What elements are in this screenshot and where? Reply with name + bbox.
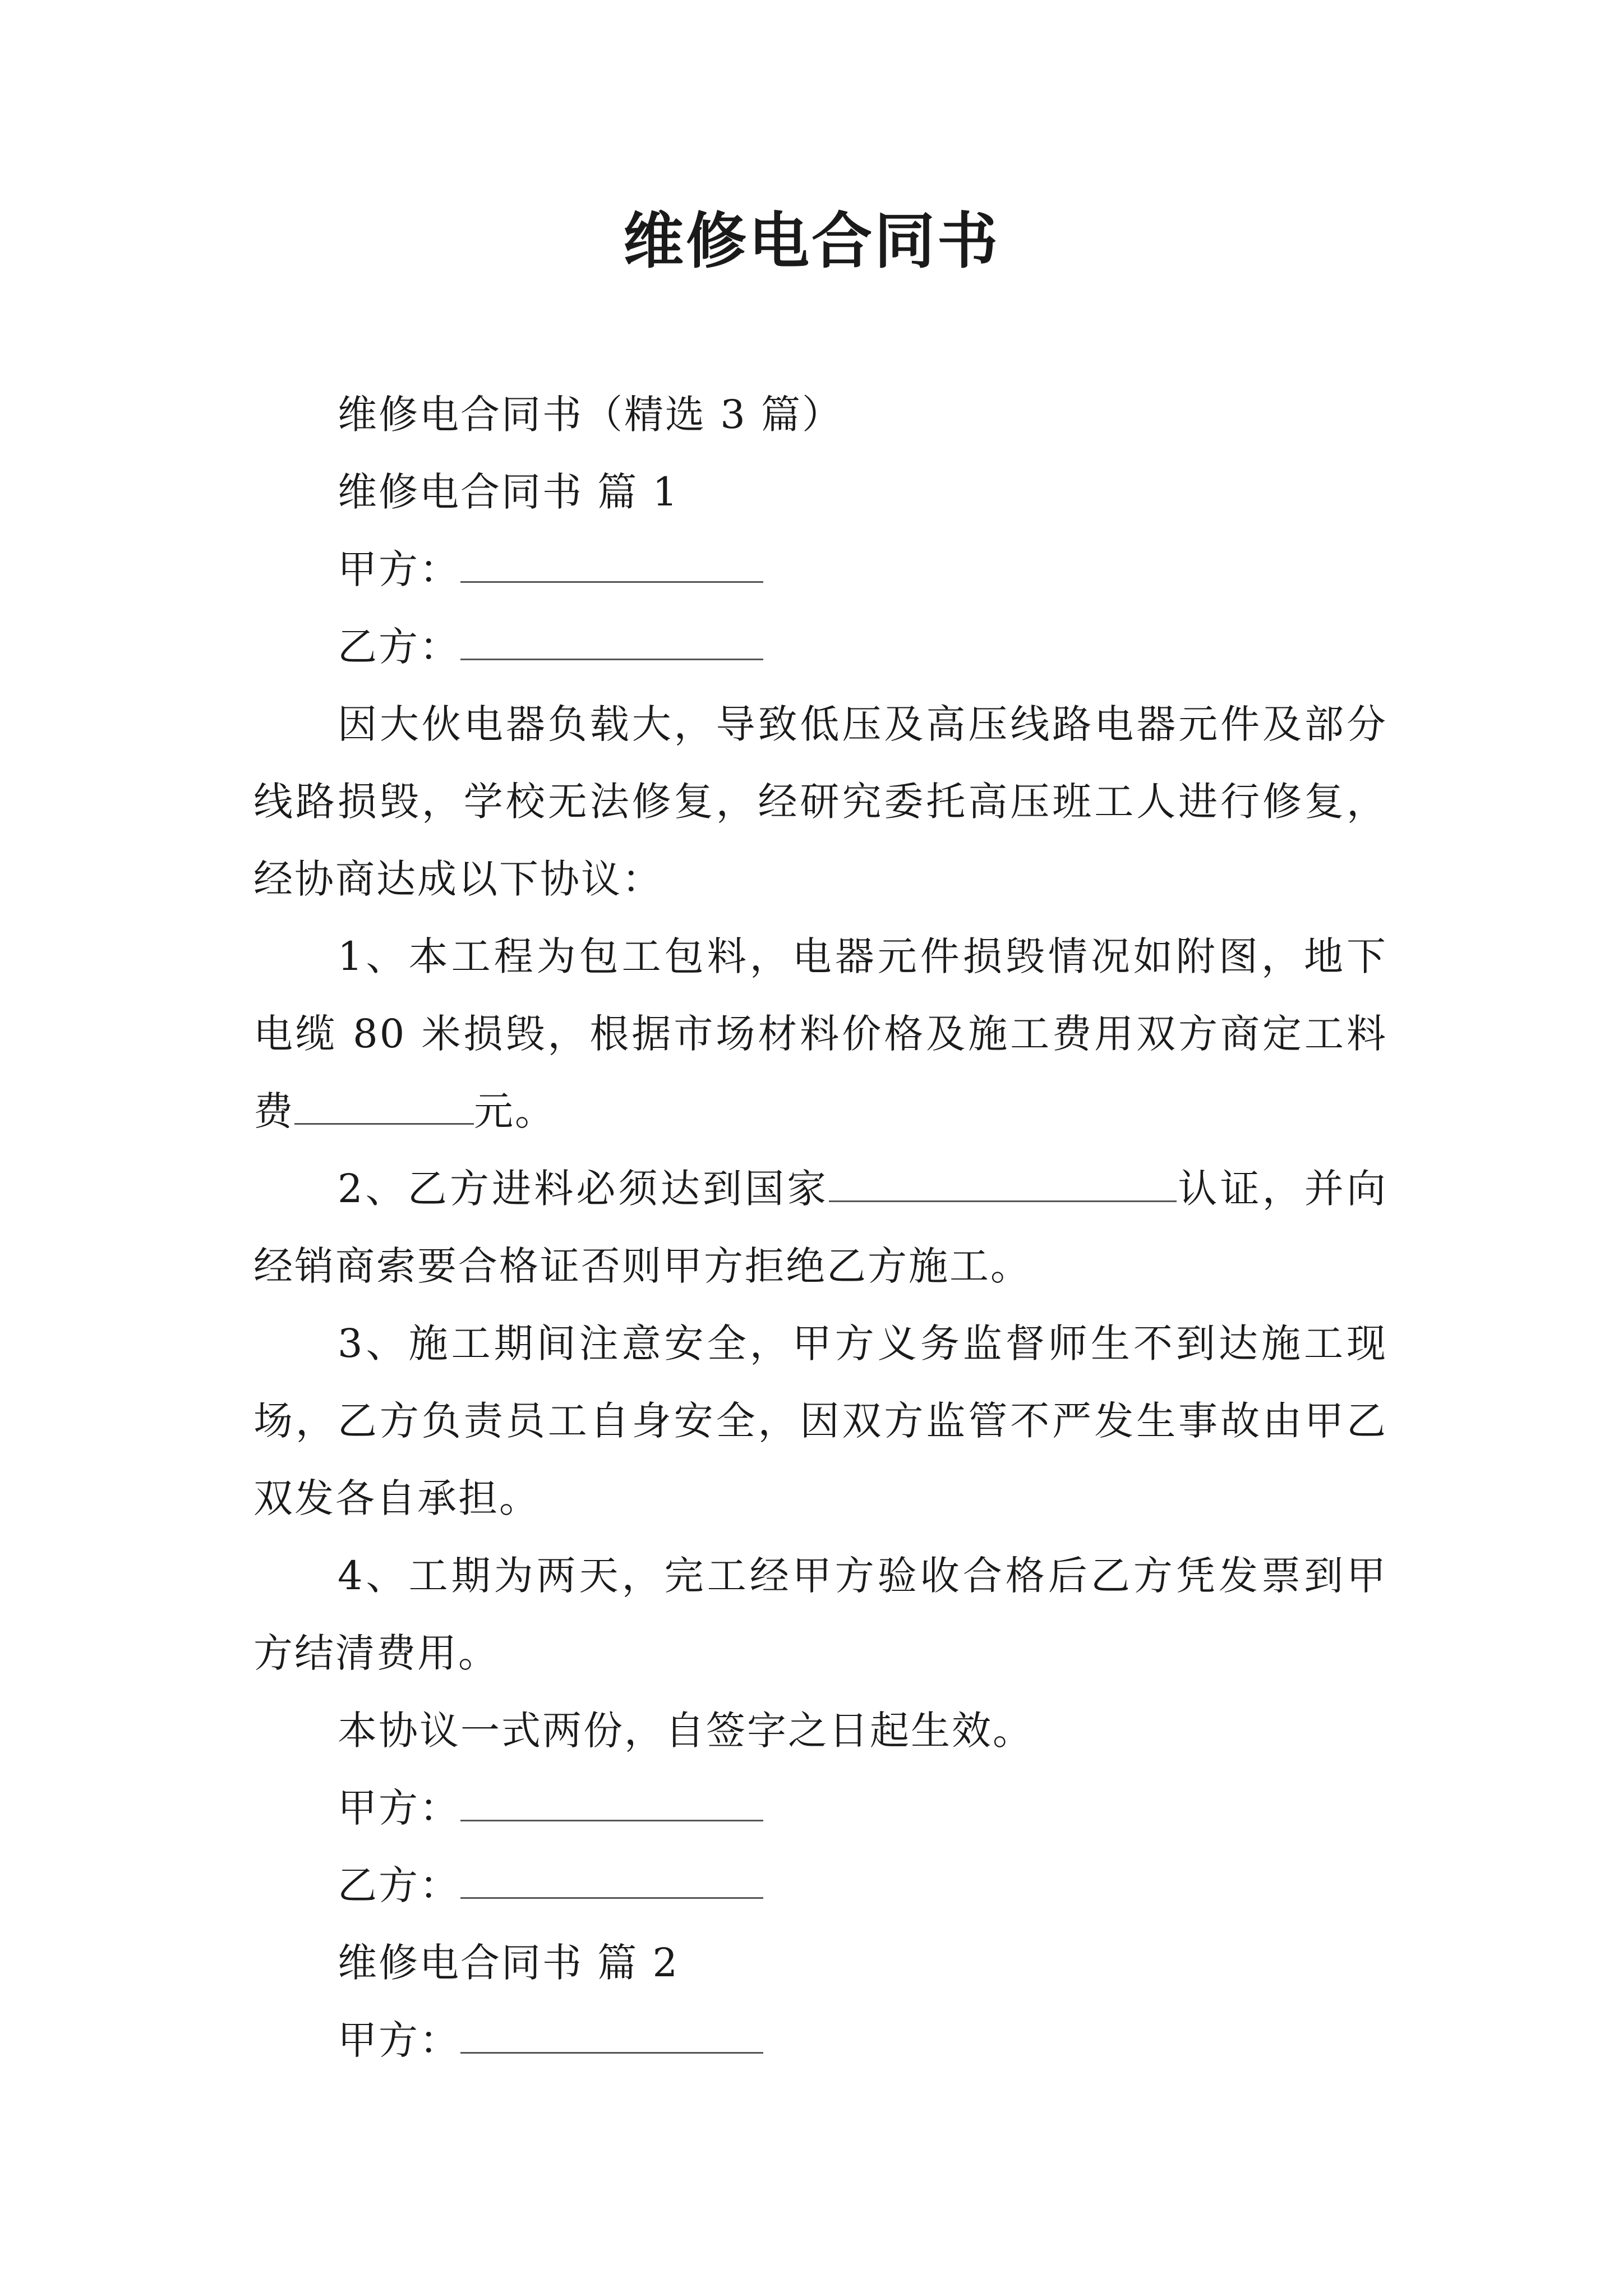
party-a-blank — [460, 1786, 763, 1821]
fee-blank — [294, 1089, 474, 1125]
party-a-label: 甲方： — [338, 546, 460, 592]
document-title: 维修电合同书 — [623, 206, 1000, 277]
section-1-heading: 维修电合同书 篇 1 — [338, 469, 680, 515]
party-a-line-1 — [253, 531, 1387, 608]
party-a-label: 甲方： — [338, 1785, 460, 1831]
party-a-blank — [460, 547, 763, 583]
party-a-line-3 — [253, 2001, 1387, 2079]
clause-2-suffix: 认证，并向经销商索要合格证否则甲方拒绝乙方施工。 — [253, 1166, 1388, 1289]
party-b-blank — [460, 1864, 763, 1899]
party-b-blank — [460, 625, 763, 660]
party-a-label: 甲方： — [338, 2017, 460, 2063]
party-b-label: 乙方： — [338, 1862, 460, 1908]
party-b-line-2 — [253, 1847, 1387, 1924]
clause-1-text: 1、本工程为包工包料，电器元件损毁情况如附图，地下电缆 80 米损毁，根据市场材料价格及施工费用双方商定工料费 — [253, 933, 1387, 1134]
clause-3: 3、施工期间注意安全，甲方义务监督师生不到达施工现场，乙方负责员工自身安全，因双方监管不严发生事故由甲乙双发各自承担。 — [253, 1320, 1387, 1521]
party-b-label: 乙方： — [338, 624, 460, 670]
clause-4: 4、工期为两天，完工经甲方验收合格后乙方凭发票到甲方结清费用。 — [253, 1553, 1387, 1676]
clause-2 — [253, 1150, 1387, 1305]
clause-1-suffix: 元。 — [474, 1088, 556, 1134]
clause-1 — [253, 918, 1387, 1150]
effective-statement: 本协议一式两份，自签字之日起生效。 — [338, 1708, 1034, 1754]
certification-blank — [829, 1167, 1177, 1202]
document-body — [253, 376, 1387, 2079]
party-a-line-2 — [253, 1769, 1387, 1847]
section-2-heading: 维修电合同书 篇 2 — [338, 1940, 680, 1986]
party-b-line-1 — [253, 608, 1387, 685]
intro-paragraph: 因大伙电器负载大，导致低压及高压线路电器元件及部分线路损毁，学校无法修复，经研究委托高压班工人进行修复，经协商达成以下协议： — [253, 701, 1387, 902]
document-subtitle: 维修电合同书（精选 3 篇） — [338, 392, 843, 438]
clause-2-text: 2、乙方进料必须达到国家 — [338, 1166, 829, 1212]
party-a-blank — [460, 2018, 763, 2054]
